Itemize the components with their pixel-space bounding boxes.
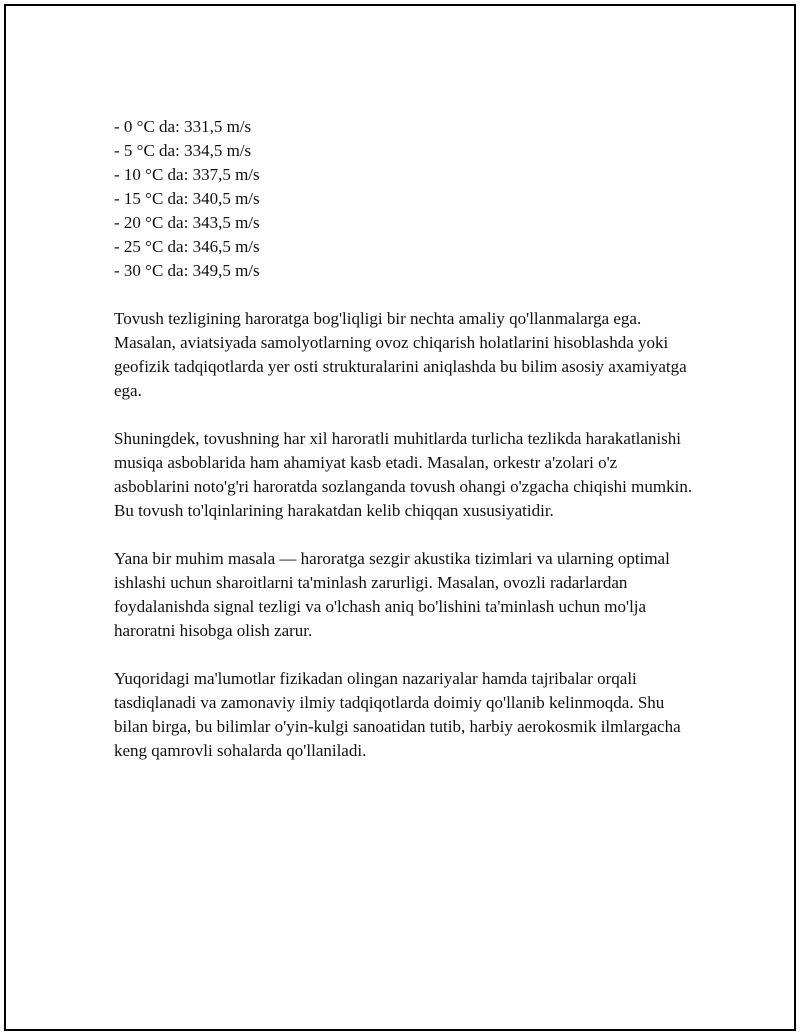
list-item: - 30 °C da: 349,5 m/s xyxy=(114,261,260,280)
paragraph-conclusion: Yuqoridagi ma'lumotlar fizikadan olingan nazariyalar hamda tajribalar orqali tasdiqlanadi va zamonaviy ilmiy tadqiqotlarda doimiy qo'llanib kelinmoqda. Shu bilan birga, bu bilimlar o'yin-kulgi sanoatidan tutib, harbiy aerokosmik ilmlargacha keng qamrovli sohalarda qo'llaniladi. xyxy=(114,669,681,760)
document-body xyxy=(114,115,694,787)
list-item: - 25 °C da: 346,5 m/s xyxy=(114,237,260,256)
paragraph-applications: Tovush tezligining haroratga bog'liqligi bir nechta amaliy qo'llanmalarga ega. Masalan, aviatsiyada samolyotlarning ovoz chiqarish holatlarini hisoblashda yoki geofizik tadqiqotlarda yer osti strukturalarini aniqlashda bu bilim asosiy axamiyatga ega. xyxy=(114,309,687,400)
paragraph-acoustic-systems: Yana bir muhim masala — haroratga sezgir akustika tizimlari va ularning optimal ishlashi uchun sharoitlarni ta'minlash zarurligi. Masalan, ovozli radarlardan foydalanishda signal tezligi va o'lchash aniq bo'lishini ta'minlash uchun mo'lja haroratni hisobga olish zarur. xyxy=(114,549,670,640)
list-item: - 0 °C da: 331,5 m/s xyxy=(114,117,252,136)
list-item: - 10 °C da: 337,5 m/s xyxy=(114,165,260,184)
list-item: - 5 °C da: 334,5 m/s xyxy=(114,141,252,160)
list-item: - 15 °C da: 340,5 m/s xyxy=(114,189,260,208)
temperature-speed-list xyxy=(114,115,694,283)
list-item: - 20 °C da: 343,5 m/s xyxy=(114,213,260,232)
paragraph-music-instruments: Shuningdek, tovushning har xil haroratli muhitlarda turlicha tezlikda harakatlanishi musiqa asboblarida ham ahamiyat kasb etadi. Masalan, orkestr a'zolari o'z asboblarini noto'g'ri haroratda sozlanganda tovush ohangi o'zgacha chiqishi mumkin. Bu tovush to'lqinlarining harakatdan kelib chiqqan xususiyatidir. xyxy=(114,429,693,520)
